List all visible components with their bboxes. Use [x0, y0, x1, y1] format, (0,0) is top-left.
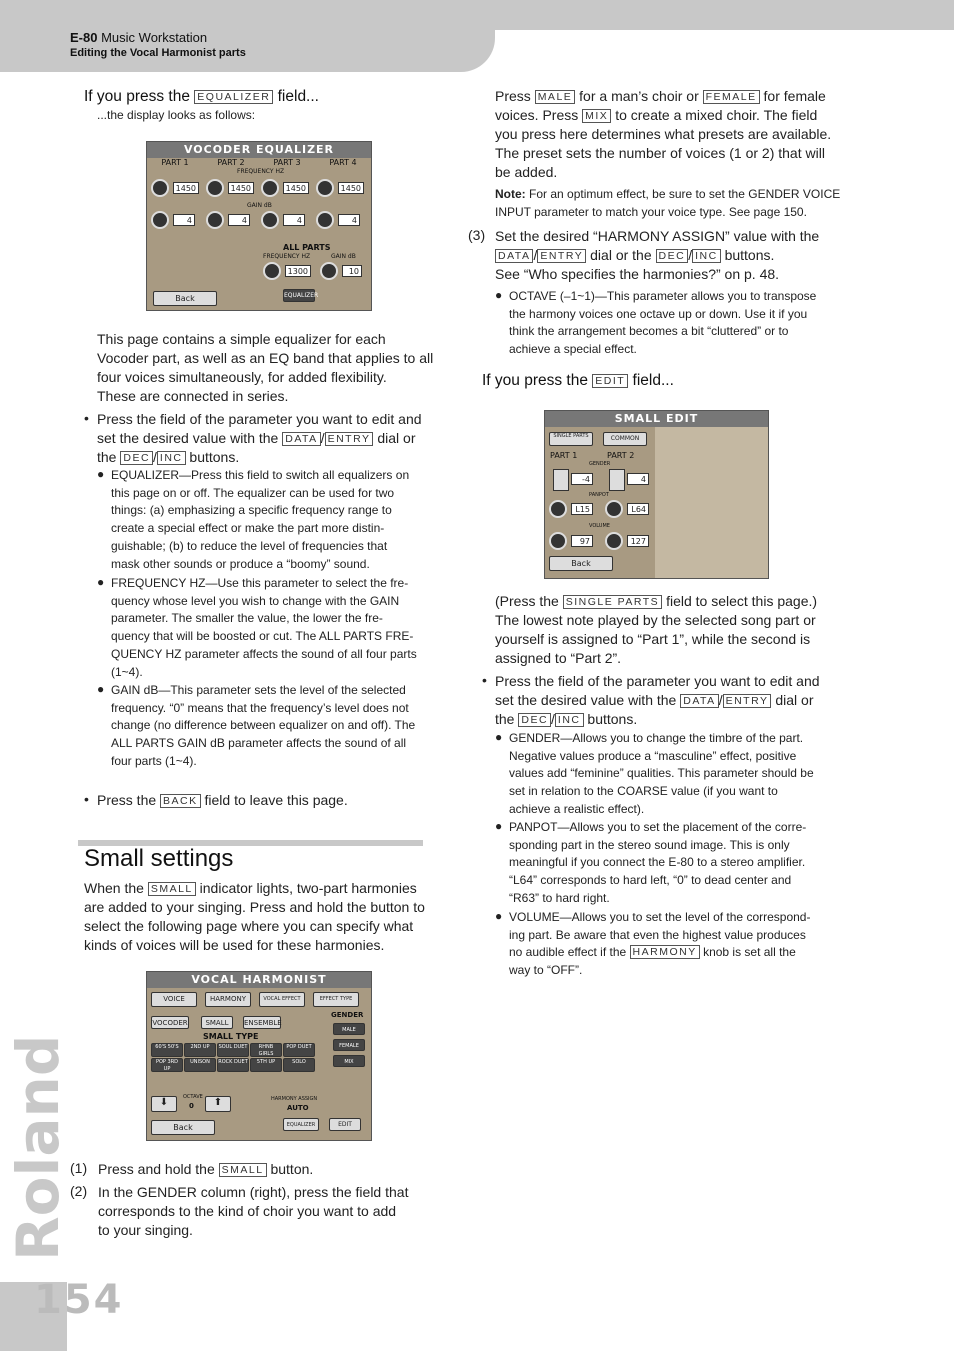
step-2: In the GENDER column (right), press the field that corresponds to the kind of choir you want to add to your singing. [98, 1184, 409, 1238]
gender-female-button[interactable]: FEMALE [333, 1039, 365, 1051]
freq-val-3[interactable]: 1450 [283, 182, 309, 194]
gain-knob-4[interactable] [316, 211, 334, 229]
eq-part-1: PART 1 [161, 158, 189, 167]
harmony-assign-value[interactable]: AUTO [287, 1104, 309, 1112]
back-key: BACK [160, 794, 201, 808]
eq-part-2: PART 2 [217, 158, 245, 167]
type-unison[interactable]: UNISON [184, 1058, 216, 1072]
freq-val-1[interactable]: 1450 [173, 182, 199, 194]
vocal-harmonist-screen [146, 971, 372, 1141]
octave-item: OCTAVE (–1~1)—This parameter allows you to transpose the harmony voices one octave up or down. Use it if you think the arrangement becomes a bit “cluttered” or to achieve a special effect. [509, 289, 817, 357]
section-title: Small settings [84, 845, 234, 872]
gain-val-3[interactable]: 4 [283, 214, 305, 226]
eq-part-3: PART 3 [273, 158, 301, 167]
small-intro: When the SMALL indicator lights, two-part harmonies are added to your singing. Press and hold the button to select the following page where you can specify what kinds of voices will be used for these harmonies. [84, 880, 425, 953]
vh-mode-small[interactable]: SMALL [201, 1016, 233, 1029]
type-rock-duet[interactable]: ROCK DUET [217, 1058, 249, 1072]
page-header [0, 0, 954, 72]
data-key: DATA [495, 249, 533, 263]
se-panpot-label: PANPOT [589, 492, 609, 498]
se-gender-label: GENDER [589, 461, 611, 467]
bullet-dot: • [84, 791, 89, 807]
step-3-number: (3) [468, 227, 486, 243]
vh-tab-voice[interactable]: VOICE [151, 992, 197, 1007]
volume-knob-1[interactable] [549, 532, 567, 550]
step-1: Press and hold the SMALL button. [98, 1161, 314, 1177]
eq-freq-label: FREQUENCY HZ [237, 168, 285, 175]
header-band [495, 0, 954, 30]
eq-intro-paragraph: This page contains a simple equalizer for each Vocoder part, as well as an EQ band that applies to all four voices simultaneously, for added flexibility. These are connected in series. [97, 331, 434, 404]
dec-key: DEC [656, 249, 689, 263]
gain-val-2[interactable]: 4 [228, 214, 250, 226]
vh-mode-vocoder[interactable]: VOCODER [151, 1016, 189, 1029]
equalizer-key: EQUALIZER [194, 90, 273, 104]
type-2nd-up[interactable]: 2ND UP [184, 1043, 216, 1057]
type-solo[interactable]: SOLO [283, 1058, 315, 1072]
data-key: DATA [680, 694, 718, 708]
male-face-icon [553, 469, 569, 491]
ap-gain-val[interactable]: 10 [342, 265, 362, 277]
equalizer-item: EQUALIZER—Press this field to switch all equalizers on this page on or off. The equalizer can be used for two things: (a) emphasizing a specific frequency range to create a special effect or make the part more distin- guishable; (b) to reduce the level of frequencies that mask other sounds or produce a “boomy” sound. [111, 468, 410, 571]
panpot-knob-1[interactable] [549, 500, 567, 518]
type-5th-up[interactable]: 5TH UP [250, 1058, 282, 1072]
dot-icon: ● [495, 288, 503, 302]
ap-freq-val[interactable]: 1300 [285, 265, 311, 277]
type-pop-duet[interactable]: POP DUET [283, 1043, 315, 1057]
frequency-item: FREQUENCY HZ—Use this parameter to select the fre- quency whose level you wish to change with the GAIN parameter. The smaller the value, the lower the fre- quency that will be boosted or cut. The ALL PARTS FRE- QUENCY HZ parameter affects the sound of all four parts (1~4). [111, 576, 417, 679]
gender-val-1[interactable]: -4 [571, 473, 593, 485]
eq-display-text: ...the display looks as follows: [97, 108, 256, 122]
eq-screen-title: VOCODER EQUALIZER [147, 142, 371, 158]
ap-freq-label: FREQUENCY HZ [263, 253, 311, 260]
freq-knob-1[interactable] [151, 179, 169, 197]
dot-icon: ● [495, 819, 503, 833]
step-2-number: (2) [70, 1183, 88, 1199]
gender-val-2[interactable]: 4 [627, 473, 649, 485]
inc-key: INC [555, 713, 584, 727]
gain-knob-1[interactable] [151, 211, 169, 229]
dot-icon: ● [97, 682, 105, 696]
vh-tab-vocal-effect[interactable]: VOCAL EFFECT [259, 992, 305, 1007]
gender-label: GENDER [331, 1011, 364, 1019]
se-part-1: PART 1 [550, 451, 578, 460]
panpot-knob-2[interactable] [605, 500, 623, 518]
small-edit-screen [544, 410, 769, 579]
small-key: SMALL [148, 882, 196, 896]
ap-gain-label: GAIN dB [331, 253, 356, 260]
vh-back-button[interactable]: Back [151, 1120, 215, 1135]
entry-key: ENTRY [537, 249, 586, 263]
type-rhnb-girls[interactable]: RHNB GIRLS [250, 1043, 282, 1057]
bullet-dot: • [84, 410, 89, 426]
bullet-dot: • [482, 672, 487, 688]
dot-icon: ● [495, 730, 503, 744]
all-parts-label: ALL PARTS [283, 243, 331, 252]
type-soul-duet[interactable]: SOUL DUET [217, 1043, 249, 1057]
edit-heading: If you press the EDIT field... [482, 372, 674, 389]
female-key: FEMALE [703, 90, 760, 104]
gain-val-4[interactable]: 4 [338, 214, 360, 226]
eq-gain-label: GAIN dB [247, 202, 272, 209]
page-number: 154 [34, 1277, 124, 1323]
gender-male-button[interactable]: MALE [333, 1023, 365, 1035]
volume-val-1[interactable]: 97 [571, 535, 593, 547]
data-key: DATA [282, 432, 320, 446]
gain-knob-2[interactable] [206, 211, 224, 229]
eq-back-button[interactable]: Back [153, 291, 217, 306]
back-instruction: Press the BACK field to leave this page. [97, 792, 348, 808]
gender-mix-button[interactable]: MIX [333, 1055, 365, 1067]
octave-up-button[interactable]: ⬆ [205, 1096, 231, 1112]
se-screen-title: SMALL EDIT [545, 411, 768, 427]
octave-label: OCTAVE [183, 1094, 203, 1100]
common-button[interactable]: COMMON [603, 432, 647, 446]
se-volume-label: VOLUME [589, 523, 610, 529]
dot-icon: ● [495, 909, 503, 923]
panpot-item: PANPOT—Allows you to set the placement of the corre- sponding part in the stereo sound image. This is only meaningful if you connect the E-80 to a stereo amplifier. “L64” corresponds to hard left, “0” to dead center and “R63” to hard right. [509, 820, 807, 905]
single-parts-button[interactable]: SINGLE PARTS [549, 432, 593, 446]
ap-gain-knob[interactable] [320, 262, 338, 280]
harmony-key: HARMONY [630, 945, 700, 959]
inc-key: INC [157, 451, 186, 465]
panpot-val-2[interactable]: L64 [627, 503, 649, 515]
vocoder-eq-screen [146, 141, 372, 311]
volume-knob-2[interactable] [605, 532, 623, 550]
vh-tab-effect-type[interactable]: EFFECT TYPE [313, 992, 359, 1007]
edit-key: EDIT [592, 374, 628, 388]
eq-equalizer-button[interactable]: EQUALIZER [283, 289, 315, 302]
volume-item: VOLUME—Allows you to set the level of the correspond- ing part. Be aware that even the highest value produces no audible effect if the HARMONY knob is set all the way to “OFF”. [509, 910, 811, 978]
entry-key: ENTRY [723, 694, 772, 708]
gain-val-1[interactable]: 4 [173, 214, 195, 226]
edit-instruction-2: Press the field of the parameter you want to edit and set the desired value with the DATA / ENTRY dial or the DEC / INC buttons. [495, 673, 820, 727]
roland-logo [4, 1034, 72, 1265]
small-key: SMALL [219, 1163, 267, 1177]
vh-mode-ensemble[interactable]: ENSEMBLE [243, 1016, 281, 1029]
octave-down-button[interactable]: ⬇ [151, 1096, 177, 1112]
eq-part-4: PART 4 [329, 158, 357, 167]
se-part-2: PART 2 [607, 451, 635, 460]
gender-item: GENDER—Allows you to change the timbre of the part. Negative values produce a “masculine” effect, positive values add “feminine” qualities. This parameter should be set in relation to the COARSE value (if you want to achieve a realistic effect). [509, 731, 814, 816]
mix-key: MIX [582, 109, 611, 123]
volume-val-2[interactable]: 127 [627, 535, 649, 547]
panpot-val-1[interactable]: L15 [571, 503, 593, 515]
gain-item: GAIN dB—This parameter sets the level of the selected frequency. “0” means that the frequency’s level does not change (no difference between equalizer on and off). The ALL PARTS GAIN dB parameter affects the sound of all four parts (1~4). [111, 683, 416, 768]
freq-val-4[interactable]: 1450 [338, 182, 364, 194]
vh-tab-harmony[interactable]: HARMONY [205, 992, 251, 1007]
gain-knob-3[interactable] [261, 211, 279, 229]
type-60s-50s[interactable]: 60'S 50'S [151, 1043, 183, 1057]
dot-icon: ● [97, 467, 105, 481]
entry-key: ENTRY [325, 432, 374, 446]
freq-knob-2[interactable] [206, 179, 224, 197]
vh-edit-button[interactable]: EDIT [329, 1118, 361, 1131]
male-key: MALE [535, 90, 576, 104]
vh-screen-title: VOCAL HARMONIST [147, 972, 371, 988]
small-type-grid [151, 1043, 315, 1072]
se-empty-area [655, 427, 768, 578]
dec-key: DEC [518, 713, 551, 727]
header-title: E-80 Music Workstation [70, 30, 208, 45]
se-back-button[interactable]: Back [549, 556, 613, 571]
female-face-icon [609, 469, 625, 491]
ap-freq-knob[interactable] [263, 262, 281, 280]
small-type-label: SMALL TYPE [203, 1032, 259, 1041]
note: Note: For an optimum effect, be sure to set the GENDER VOICE INPUT parameter to match your voice type. See page 150. [495, 187, 841, 219]
single-parts-paragraph: (Press the SINGLE PARTS field to select this page.) The lowest note played by the selected song part or yourself is assigned to “Part 1”, while the second is assigned to “Part 2”. [495, 593, 818, 666]
inc-key: INC [692, 249, 721, 263]
gender-paragraph: Press MALE for a man’s choir or FEMALE for female voices. Press MIX to create a mixed choir. The field you press here determines what presets are available. The preset sets the number of voices (1 or 2) that will be added. [495, 88, 832, 180]
type-pop-3rd-up[interactable]: POP 3RD UP [151, 1058, 183, 1072]
edit-instruction: Press the field of the parameter you want to edit and set the desired value with the DATA / ENTRY dial or the DEC / INC buttons. [97, 411, 422, 465]
octave-value[interactable]: 0 [189, 1102, 194, 1110]
svg-text:Roland: Roland [4, 1034, 72, 1261]
harmony-assign-label: HARMONY ASSIGN [271, 1096, 318, 1102]
freq-val-2[interactable]: 1450 [228, 182, 254, 194]
vh-equalizer-button[interactable]: EQUALIZER [283, 1118, 319, 1131]
freq-knob-3[interactable] [261, 179, 279, 197]
dot-icon: ● [97, 575, 105, 589]
header-subtitle: Editing the Vocal Harmonist parts [70, 47, 246, 59]
dec-key: DEC [120, 451, 153, 465]
freq-knob-4[interactable] [316, 179, 334, 197]
step-1-number: (1) [70, 1160, 88, 1176]
single-parts-key: SINGLE PARTS [563, 595, 662, 609]
eq-heading: If you press the EQUALIZER field... [84, 88, 319, 105]
step-3: Set the desired “HARMONY ASSIGN” value with the DATA / ENTRY dial or the DEC / INC buttons. See “Who specifies the harmonies?” on p. 48. [495, 228, 820, 282]
